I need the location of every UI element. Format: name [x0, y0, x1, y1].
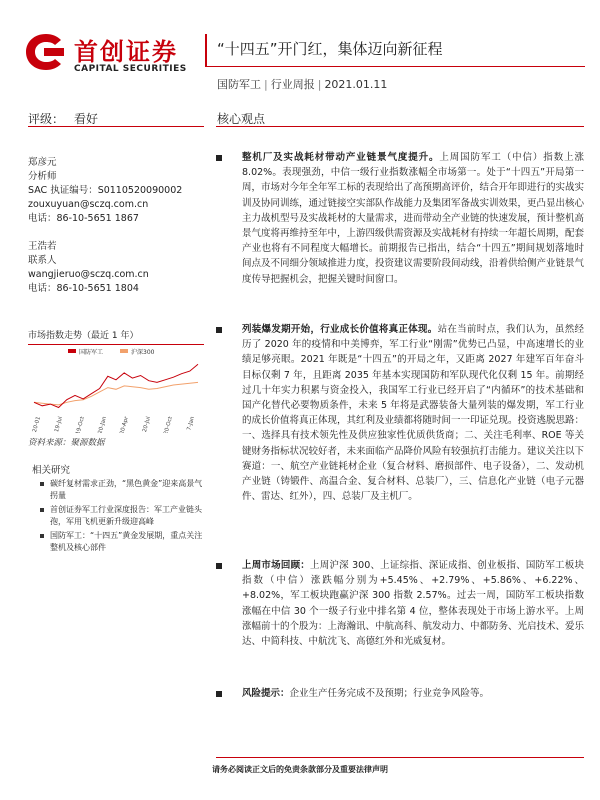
- analyst-name: 郑彦元: [28, 157, 57, 168]
- subtitle-separator: |: [317, 78, 322, 91]
- brand-name-cn: 首创证券: [74, 38, 178, 66]
- analyst-role: 分析师: [28, 171, 57, 182]
- x-tick-label: 20-Apr: [119, 415, 130, 433]
- contact-name: 王浩若: [28, 241, 57, 252]
- x-tick-label: 20-Jan: [97, 415, 108, 433]
- related-research-item[interactable]: 碳纤复材需求正劲，“黑色黄金”迎来高景气拐量: [40, 478, 206, 502]
- bullet-icon: [216, 691, 222, 697]
- analyst-license: SAC 执证编号：S0110520090002: [28, 185, 183, 196]
- x-tick-label: 19-Jul: [54, 415, 64, 433]
- paragraph-body: 站在当前时点，我们认为，虽然经历了 2020 年的疫情和中美博弈，军工行业“刚需”优势已凸显，中高速增长的业绩足够亮眼。2021 年既是“十四五”的开局之年，又距离 2027 年建军百年奋斗目标仅剩 7 年，且距离 2035 年基本实现国防和军队现代化仅剩 15 年。前期经过几十年实力积累与资金投入，我国军工行业已经开启了“内循环”的技术基础和国产化替代必要物质条件，未来 5 年将是武器装备大量列装的爆发期，军工行业的成长价值将真正体现，其红利及业绩都将随时间一一印证兑现。投资逃脱思路：一、选择具有技术领先性及供应独家性优质供货商；二、关注毛利率、ROE 等关键财务指标状况较好者，未来面临产品降价风险有较强抗打击能力。建议关注以下赛道：一、航空产业链耗材企业（复合材料、磨损部件、电子设备），二、发动机产业链（铸锻件、高温合金、复合材料、总装厂），三、信息化产业链（电子元器件、雷达、红外），四、总装厂及主机厂。: [242, 324, 585, 503]
- legend-label: 沪深300: [131, 349, 155, 356]
- paragraph-lead: 列装爆发期开始，行业成长价值将真正体现。: [242, 324, 438, 335]
- disclaimer-footer: 请务必阅读正文后的免责条款部分及重要法律声明: [212, 765, 388, 774]
- x-tick-label: 7-Jan: [186, 415, 196, 432]
- core-view-title: 核心观点: [217, 112, 266, 126]
- analyst-card: [28, 156, 198, 226]
- contact-card: [28, 240, 198, 296]
- rating-value: 看好: [74, 112, 99, 126]
- brand-name-en: CAPITAL SECURITIES: [74, 64, 187, 74]
- paragraph-lead: 上周市场回顾：: [242, 560, 311, 571]
- legend-label: 国防军工: [79, 349, 104, 356]
- related-research-list: [40, 478, 206, 556]
- footer-divider: [216, 757, 584, 758]
- header-accent-bar: [205, 34, 207, 66]
- capital-securities-logo-icon: [24, 32, 68, 72]
- x-tick-label: 20-Jul: [142, 415, 152, 433]
- series-line: [34, 364, 198, 407]
- paragraph-body: 上周沪深 300、上证综指、深证成指、创业板指、国防军工板块指数（中信）涨跌幅分别为+5.45%、+2.79%、+5.86%、+6.22%、+8.02%，军工板块跑赢沪深 300 指数 2.57%。过去一周，国防军工板块指数涨幅在中信 30 个一级子行业中排名第 4 位，整体表现处于市场上游水平。上周涨幅前十的个股为：上海瀚讯、中航高科、航发动力、中都防务、光启技术、爱乐达、中简科技、中航沈飞、高德红外和光威复材。: [242, 560, 585, 648]
- core-view-divider: [216, 126, 584, 127]
- series-line: [34, 382, 198, 405]
- chart-plot: [28, 345, 204, 433]
- x-tick-label: 20-Oct: [163, 415, 174, 433]
- left-section-divider: [28, 126, 204, 127]
- report-category: 国防军工: [217, 78, 261, 91]
- x-tick-label: 19-Oct: [75, 415, 86, 433]
- report-date: 2021.01.11: [324, 78, 388, 91]
- paragraph-lead: 整机厂及实战耗材带动产业链景气度提升。: [242, 152, 440, 163]
- legend-swatch: [120, 349, 128, 353]
- analyst-phone: 电话：86-10-5651 1867: [28, 213, 139, 224]
- bullet-icon: [216, 155, 222, 161]
- contact-phone: 电话：86-10-5651 1804: [28, 283, 139, 294]
- paragraph-body: 上周国防军工（中信）指数上涨 8.02%。表现强劲，中信一级行业指数涨幅全市场第一。处于“十四五”开局第一周，市场对今年全年军工标的表现给出了高预期高评价，结合开年即进行的实战实训及协同训练，通过链接空实部队作战能力及集团军备战实训效果，更凸显出核心主力战机型号及实战耗材的大量需求，进而带动全产业链的快速发展，预计整机高景气度将再维持至年中，上游四级供需资源及实战耗材有持续一年超长周期，配套产业也将有不同程度大幅增长。前期报告已指出，结合“十四五”期间规划落地时间点及不同细分领域推进力度，投资建议需要阶段间动线，沿着供给侧产业链景气度传导把握机会，把握关键时间窗口。: [242, 152, 585, 285]
- report-title: “十四五”开门红，集体迈向新征程: [217, 40, 443, 58]
- header-divider: [205, 66, 585, 67]
- paragraph-body: 企业生产任务完成不及预期；行业竞争风险等。: [289, 688, 490, 699]
- bullet-icon: [216, 563, 222, 569]
- chart-source: 资料来源：聚源数据: [28, 438, 105, 448]
- rating: [28, 110, 98, 127]
- related-research-item[interactable]: 国防军工：“十四五”黄金发展期，重点关注整机及核心部件: [40, 530, 206, 554]
- bullet-icon: [216, 327, 222, 333]
- paragraph-lead: 风险提示：: [242, 688, 290, 699]
- report-subtitle: [217, 76, 387, 92]
- subtitle-separator: |: [264, 78, 268, 91]
- legend-swatch: [68, 349, 76, 353]
- analyst-email[interactable]: zouxuyuan@sczq.com.cn: [28, 199, 149, 210]
- report-type: 行业周报: [270, 78, 315, 91]
- core-view-paragraph: [216, 150, 584, 287]
- core-view-paragraph: [216, 558, 584, 649]
- related-research-item[interactable]: 首创证券军工行业深度报告：军工产业链头孢，军用飞机更新升级迎高峰: [40, 504, 206, 528]
- contact-email[interactable]: wangjieruo@sczq.com.cn: [28, 269, 149, 280]
- related-research-title: 相关研究: [32, 465, 71, 476]
- contact-role: 联系人: [28, 255, 57, 266]
- core-view-paragraph: [216, 322, 584, 504]
- core-view-paragraph: [216, 686, 584, 701]
- chart-title: 市场指数走势（最近 1 年）: [28, 331, 139, 341]
- rating-label: 评级：: [28, 112, 65, 126]
- market-index-chart: [28, 328, 204, 437]
- x-tick-label: 20-01: [31, 415, 42, 433]
- brand-logo: [22, 30, 202, 78]
